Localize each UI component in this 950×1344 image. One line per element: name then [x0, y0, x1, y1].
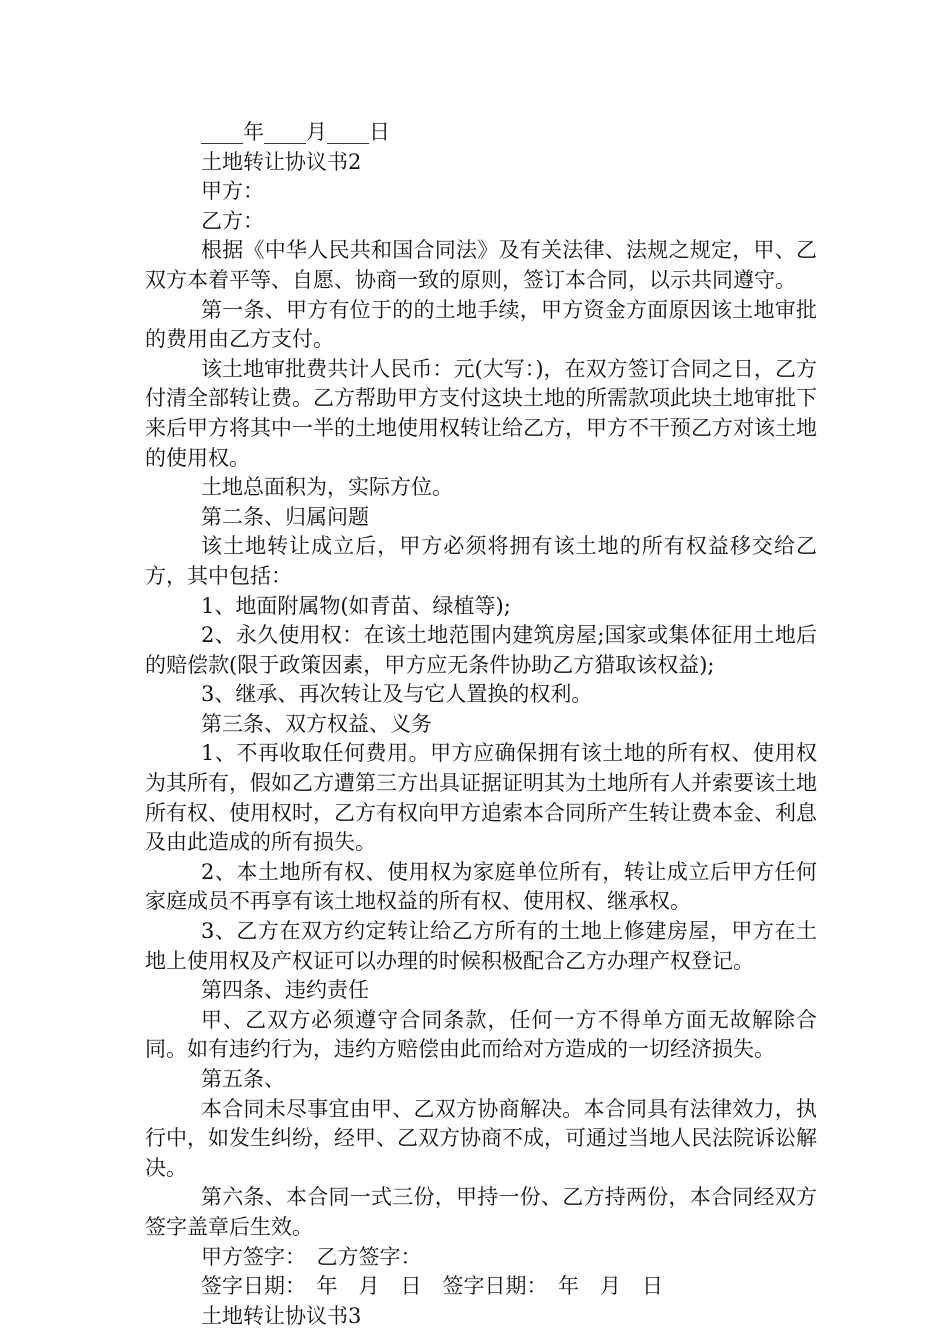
- article-2-item-1: 1、地面附属物(如青苗、绿植等);: [201, 593, 511, 618]
- party-b-line: 乙方：: [201, 208, 264, 233]
- article-2-heading: 第二条、归属问题: [201, 504, 369, 529]
- land-area-paragraph: 土地总面积为，实际方位。: [201, 475, 453, 500]
- signature-date-line: 签字日期： 年 月 日 签字日期： 年 月 日: [201, 1274, 663, 1299]
- article-3-item-2: 2、本土地所有权、使用权为家庭单位所有，转让成立后甲方任何家庭成员不再享有该土地权益的所有权、使用权、继承权。: [145, 859, 817, 914]
- article-3-item-1: 1、不再收取任何费用。甲方应确保拥有该土地的所有权、使用权为其所有，假如乙方遭第三方出具证据证明其为土地所有人并索要该土地所有权、使用权时，乙方有权向甲方追索本合同所产生转让费本金、利息及由此造成的所有损失。: [145, 741, 817, 855]
- agreement-title-2: 土地转让协议书2: [201, 149, 362, 174]
- article-5-heading: 第五条、: [201, 1067, 285, 1091]
- date-line: ____年____月____日: [201, 120, 390, 144]
- article-2-item-3: 3、继承、再次转让及与它人置换的权利。: [201, 682, 593, 707]
- article-6-paragraph: 第六条、本合同一式三份，甲持一份、乙方持两份，本合同经双方签字盖章后生效。: [145, 1185, 817, 1239]
- article-2-paragraph: 该土地转让成立后，甲方必须将拥有该土地的所有权益移交给乙方，其中包括：: [145, 534, 817, 588]
- article-4-heading: 第四条、违约责任: [201, 978, 369, 1003]
- article-2-item-2: 2、永久使用权：在该土地范围内建筑房屋;国家或集体征用土地后的赔偿款(限于政策因素，甲方应无条件协助乙方猎取该权益);: [145, 623, 817, 677]
- fee-paragraph: 该土地审批费共计人民币：元(大写：)，在双方签订合同之日，乙方付清全部转让费。乙方帮助甲方支付这块土地的所需款项此块土地审批下来后甲方将其中一半的土地使用权转让给乙方，甲方不干预乙方对该土地的使用权。: [145, 356, 817, 470]
- signature-line: 甲方签字： 乙方签字：: [201, 1244, 422, 1269]
- article-5-paragraph: 本合同未尽事宜由甲、乙双方协商解决。本合同具有法律效力，执行中，如发生纠纷，经甲、乙双方协商不成，可通过当地人民法院诉讼解决。: [145, 1096, 817, 1180]
- article-4-paragraph: 甲、乙双方必须遵守合同条款，任何一方不得单方面无故解除合同。如有违约行为，违约方赔偿由此而给对方造成的一切经济损失。: [145, 1007, 817, 1062]
- preamble-paragraph: 根据《中华人民共和国合同法》及有关法律、法规之规定，甲、乙双方本着平等、自愿、协商一致的原则，签订本合同，以示共同遵守。: [145, 238, 817, 292]
- agreement-title-3: 土地转让协议书3: [201, 1303, 362, 1328]
- party-a-line: 甲方：: [201, 179, 264, 204]
- article-1-paragraph: 第一条、甲方有位于的的土地手续，甲方资金方面原因该土地审批的费用由乙方支付。: [145, 297, 817, 352]
- article-3-item-3: 3、乙方在双方约定转让给乙方所有的土地上修建房屋，甲方在土地上使用权及产权证可以办理的时候积极配合乙方办理产权登记。: [145, 919, 817, 973]
- document-page: [145, 118, 817, 1331]
- article-3-heading: 第三条、双方权益、义务: [201, 711, 432, 736]
